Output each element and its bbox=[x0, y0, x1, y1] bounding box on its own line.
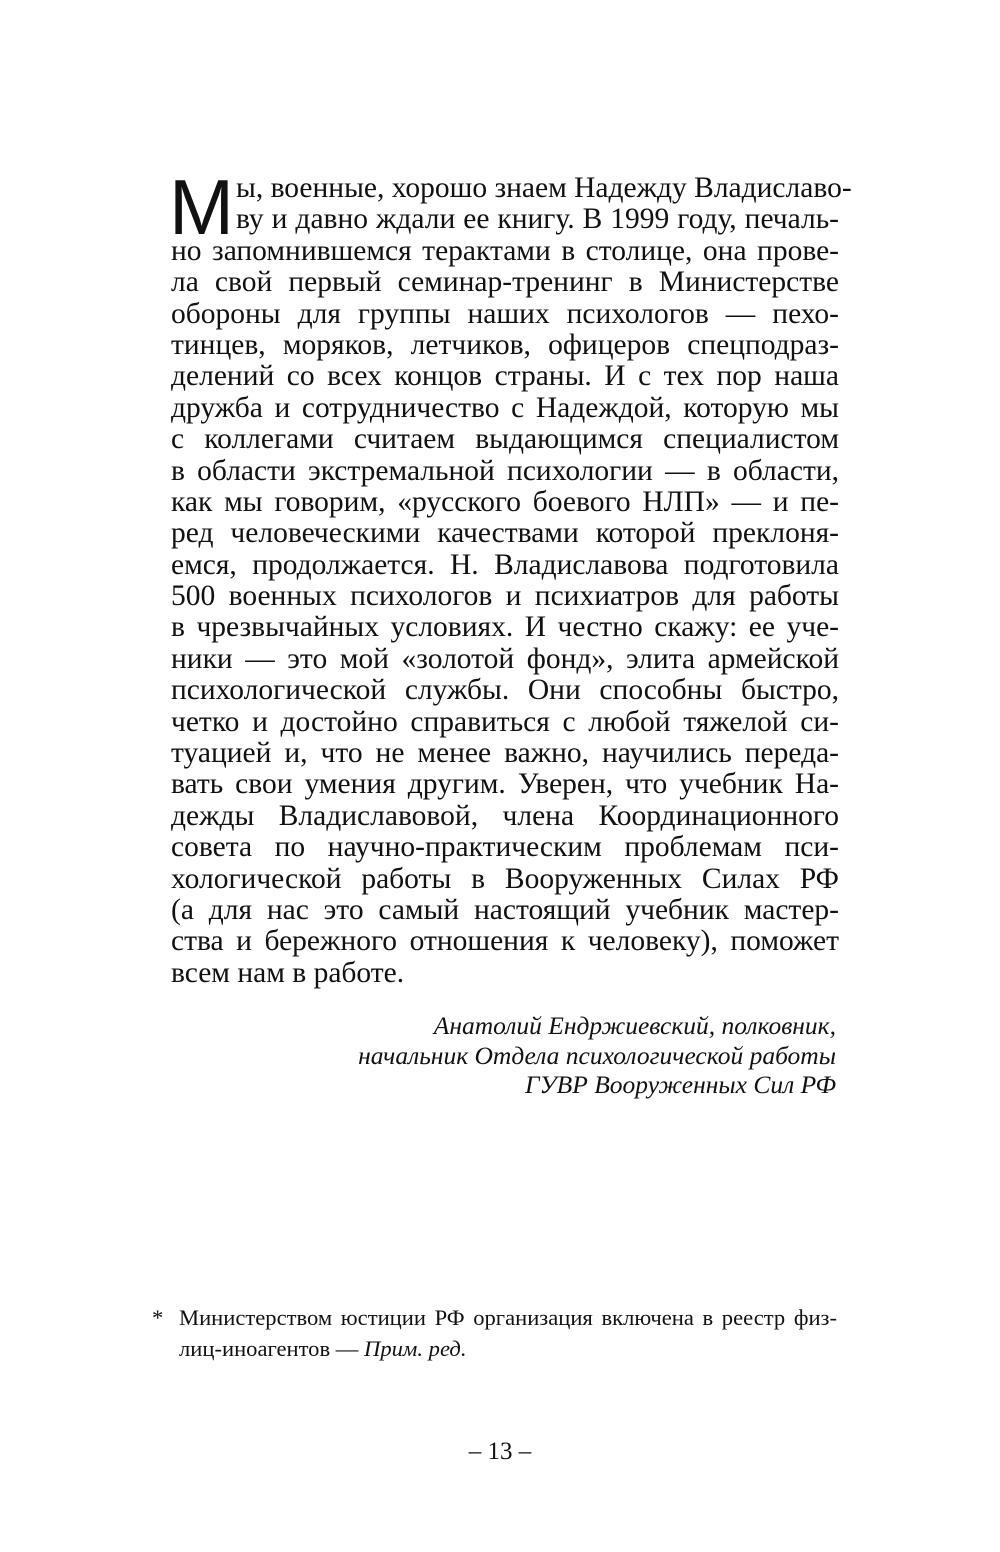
paragraph-line: ы, военные, хорошо знаем Надежду Владиславо- bbox=[236, 172, 852, 204]
paragraph-line: всем нам в работе. bbox=[171, 956, 405, 989]
paragraph-line: совета по научно-практическим проблемам пси- bbox=[171, 831, 839, 864]
editor-note: Прим. ред. bbox=[364, 1336, 467, 1361]
signature-name: Анатолий Ендржиевский, полковник, bbox=[433, 1011, 836, 1040]
paragraph-line: емся, продолжается. Н. Владиславова подготовила bbox=[171, 548, 839, 581]
paragraph-line: ву и давно ждали ее книгу. В 1999 году, печаль- bbox=[236, 203, 839, 236]
paragraph-line: хологической работы в Вооруженных Силах РФ bbox=[171, 862, 839, 895]
paragraph-line: делений со всех концов страны. И с тех пор наша bbox=[171, 360, 839, 393]
signature-organization: ГУВР Вооруженных Сил РФ bbox=[525, 1070, 836, 1100]
paragraph-line: ред человеческими качествами которой преклоня- bbox=[171, 517, 839, 550]
footnote-asterisk: * bbox=[152, 1305, 164, 1330]
paragraph-line: дружба и сотрудничество с Надеждой, которую мы bbox=[171, 391, 839, 424]
paragraph-line: дежды Владиславовой, члена Координационного bbox=[171, 799, 839, 832]
footnote-text: лиц-иноагентов — bbox=[179, 1336, 365, 1361]
paragraph-line: психологической службы. Они способны быстро, bbox=[171, 674, 839, 707]
paragraph-line: но запомнившемся терактами в столице, она прове- bbox=[171, 234, 839, 267]
signature-position: начальник Отдела психологической работы bbox=[358, 1040, 836, 1070]
author-signature bbox=[171, 1011, 836, 1100]
paragraph-line: ства и бережного отношения к человеку), поможет bbox=[171, 925, 839, 958]
footnote-line bbox=[152, 1333, 837, 1364]
paragraph-line: ла свой первый семинар-тренинг в Министерстве bbox=[171, 266, 839, 299]
footnote bbox=[152, 1302, 837, 1364]
drop-cap-letter: М bbox=[169, 163, 234, 251]
paragraph-line: в чрезвычайных условиях. И честно скажу: ее уче- bbox=[171, 611, 839, 644]
paragraph-line: ники — это мой «золотой фонд», элита армейской bbox=[171, 642, 839, 675]
paragraph-line: как мы говорим, «русского боевого НЛП» — и пе- bbox=[171, 485, 839, 518]
paragraph-line: 500 военных психологов и психиатров для работы bbox=[171, 580, 839, 613]
paragraph-line: (а для нас это самый настоящий учебник мастер- bbox=[171, 893, 839, 926]
footnote-line: Министерством юстиции РФ организация включена в реестр физ- bbox=[179, 1305, 837, 1330]
paragraph-line: вать свои умения другим. Уверен, что учебник На- bbox=[171, 768, 839, 801]
paragraph-line: туацией и, что не менее важно, научились переда- bbox=[171, 737, 839, 770]
page-number: – 13 – bbox=[468, 1438, 532, 1465]
paragraph-line: тинцев, моряков, летчиков, офицеров спецподраз- bbox=[171, 328, 839, 361]
main-paragraph bbox=[169, 163, 852, 989]
paragraph-line: четко и достойно справиться с любой тяжелой си- bbox=[171, 705, 839, 738]
paragraph-line: в области экстремальной психологии — в области, bbox=[171, 454, 839, 487]
paragraph-line: обороны для группы наших психологов — пехо- bbox=[171, 297, 839, 330]
paragraph-line: с коллегами считаем выдающимся специалистом bbox=[171, 423, 839, 456]
